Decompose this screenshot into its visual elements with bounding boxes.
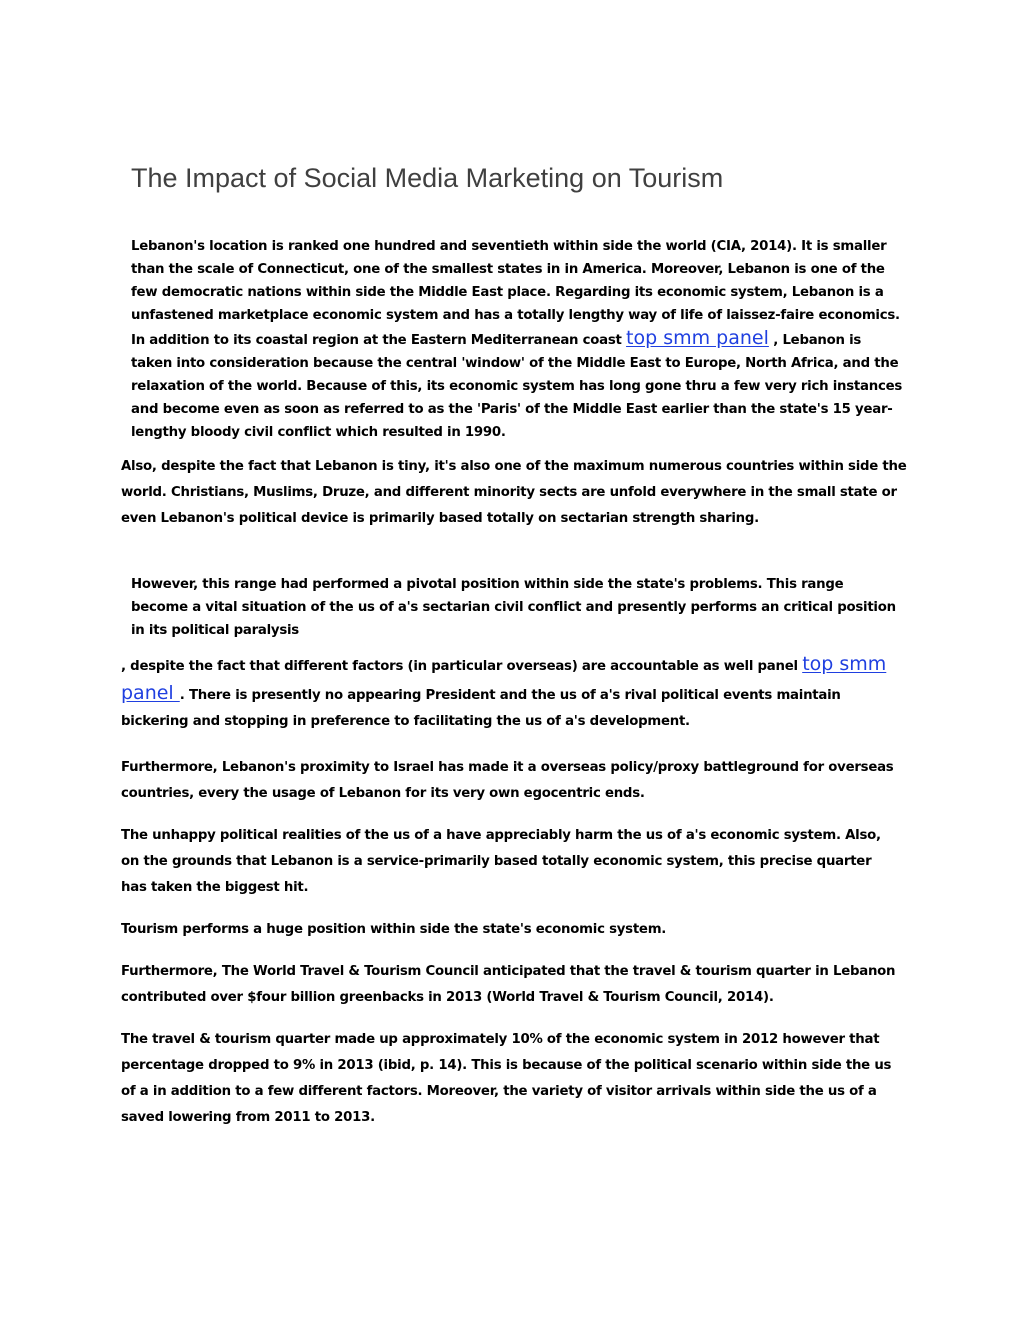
paragraph-location-text-start: Lebanon's location is ranked one hundred and seventieth within side the world (CIA, 2014). It is smaller than the scale of Connecticut, one of the smallest states in in America. Moreover, Lebanon is one of the few democratic nations within side the Middle East place. Regarding its economic system, Lebanon is a unfastened marketplace economic system and has a totally lengthy way of life of laissez-faire economics. In addition to its coastal region at the Eastern Mediterranean coast — [131, 239, 900, 348]
paragraph-location-text-end: , Lebanon is taken into consideration because the central 'window' of the Middle East to Europe, North Africa, and the relaxation of the world. Because of this, its economic system has long gone thru a few very rich instances and become even as soon as referred to as the 'Paris' of the Middle East earlier than the state's 15 year-lengthy bloody civil conflict which resulted in 1990. — [131, 333, 903, 440]
paragraph-tourism-share: The travel & tourism quarter made up approximately 10% of the economic system in 2012 however that percentage dropped to 9% in 2013 (ibid, p. 14). This is because of the political scenario within side the us of a in addition to a few different factors. Moreover, the variety of visitor arrivals within side the us of a saved lowering from 2011 to 2013. — [121, 1032, 892, 1125]
paragraph-political-realities: The unhappy political realities of the us of a have appreciably harm the us of a's economic system. Also, on the grounds that Lebanon is a service-primarily based totally economic system, this precise quarter has taken the biggest hit. — [121, 828, 881, 895]
document-title: The Impact of Social Media Marketing on Tourism — [131, 163, 724, 193]
paragraph-factors-text-end: . There is presently no appearing President and the us of a's rival political events maintain bickering and stopping in preference to facilitating the us of a's development. — [121, 688, 841, 729]
paragraph-proximity: Furthermore, Lebanon's proximity to Israel has made it a overseas policy/proxy battleground for overseas countries, every the usage of Lebanon for its very own egocentric ends. — [121, 760, 894, 801]
paragraph-wttc: Furthermore, The World Travel & Tourism Council anticipated that the travel & tourism quarter in Lebanon contributed over $four billion greenbacks in 2013 (World Travel & Tourism Council, 2014). — [121, 964, 896, 1005]
paragraph-diversity: Also, despite the fact that Lebanon is tiny, it's also one of the maximum numerous countries within side the world. Christians, Muslims, Druze, and different minority sects are unfold everywhere in the small state or even Lebanon's political device is primarily based totally on sectarian strength sharing. — [121, 459, 907, 526]
paragraph-tourism-role: Tourism performs a huge position within side the state's economic system. — [121, 922, 667, 937]
paragraph-factors-text-start: , despite the fact that different factors (in particular overseas) are accountable as well panel — [121, 659, 803, 674]
top-smm-panel-link-2[interactable]: top smm panel — [121, 653, 887, 704]
paragraph-factors — [121, 651, 901, 735]
top-smm-panel-link[interactable]: top smm panel — [626, 327, 769, 349]
paragraph-location — [131, 235, 906, 444]
paragraph-range: However, this range had performed a pivotal position within side the state's problems. This range become a vital situation of the us of a's sectarian civil conflict and presently performs an critical position in its political paralysis — [131, 577, 896, 638]
